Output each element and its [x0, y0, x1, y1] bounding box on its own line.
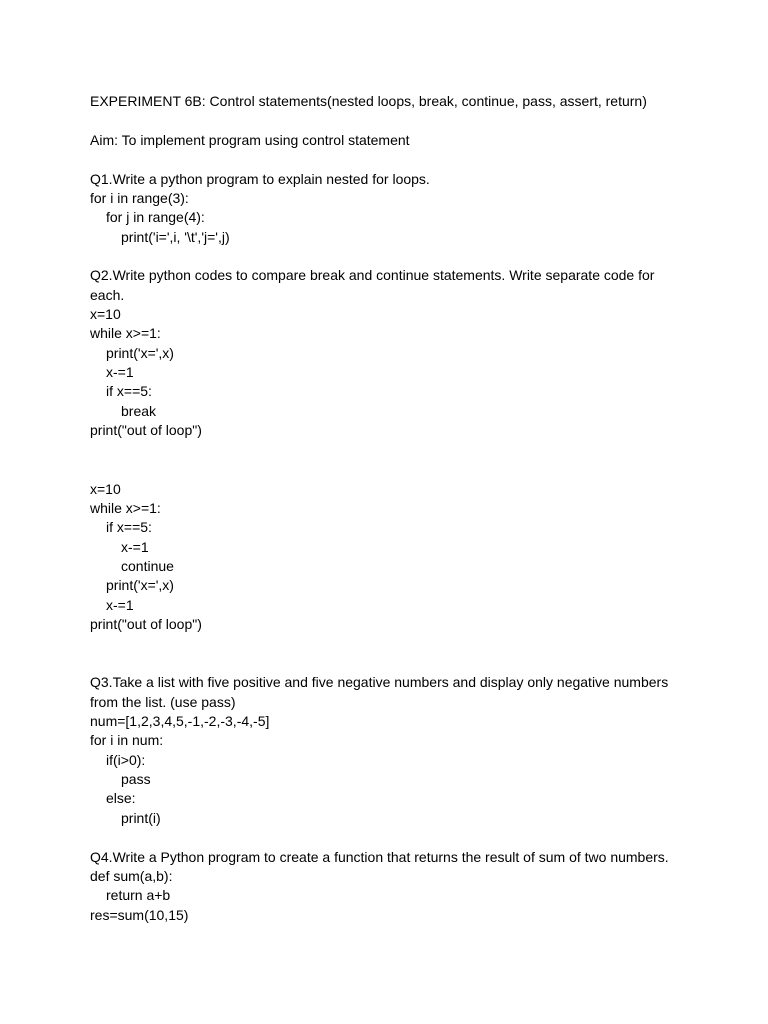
code-line: continue [121, 558, 174, 574]
code-line: pass [121, 771, 151, 787]
code-line: num=[1,2,3,4,5,-1,-2,-3,-4,-5] [90, 713, 270, 729]
code-line: else: [106, 790, 136, 806]
code-line: print('i=',i, '\t','j=',j) [121, 229, 230, 245]
code-line: break [121, 403, 157, 419]
code-line: print(i) [121, 810, 161, 826]
q1-question: Q1.Write a python program to explain nested for loops. [90, 171, 430, 187]
code-line: print("out of loop") [90, 616, 202, 632]
aim-text: Aim: To implement program using control statement [90, 132, 410, 148]
q3-question-cont: from the list. (use pass) [90, 694, 236, 710]
code-line: x-=1 [106, 364, 134, 380]
code-line: print('x=',x) [106, 577, 174, 593]
code-line: def sum(a,b): [90, 868, 173, 884]
code-line: print("out of loop") [90, 422, 202, 438]
code-line: print('x=',x) [106, 345, 174, 361]
code-line: while x>=1: [90, 325, 161, 341]
q2-question-cont: each. [90, 287, 125, 303]
code-line: for i in num: [90, 732, 164, 748]
code-line: x-=1 [121, 539, 149, 555]
code-line: res=sum(10,15) [90, 907, 189, 923]
code-line: if x==5: [106, 383, 152, 399]
code-line: x=10 [90, 306, 121, 322]
code-line: for i in range(3): [90, 190, 189, 206]
q3-question: Q3.Take a list with five positive and five negative numbers and display only negative numbers [90, 674, 669, 690]
code-line: x-=1 [106, 597, 134, 613]
code-line: for j in range(4): [106, 209, 205, 225]
experiment-title: EXPERIMENT 6B: Control statements(nested loops, break, continue, pass, assert, return) [90, 93, 647, 109]
q4-question: Q4.Write a Python program to create a function that returns the result of sum of two numbers. [90, 849, 669, 865]
code-line: if(i>0): [106, 752, 146, 768]
q2-question: Q2.Write python codes to compare break and continue statements. Write separate code for [90, 267, 655, 283]
code-line: while x>=1: [90, 500, 161, 516]
code-line: if x==5: [106, 519, 152, 535]
code-line: x=10 [90, 481, 121, 497]
code-line: return a+b [106, 887, 171, 903]
